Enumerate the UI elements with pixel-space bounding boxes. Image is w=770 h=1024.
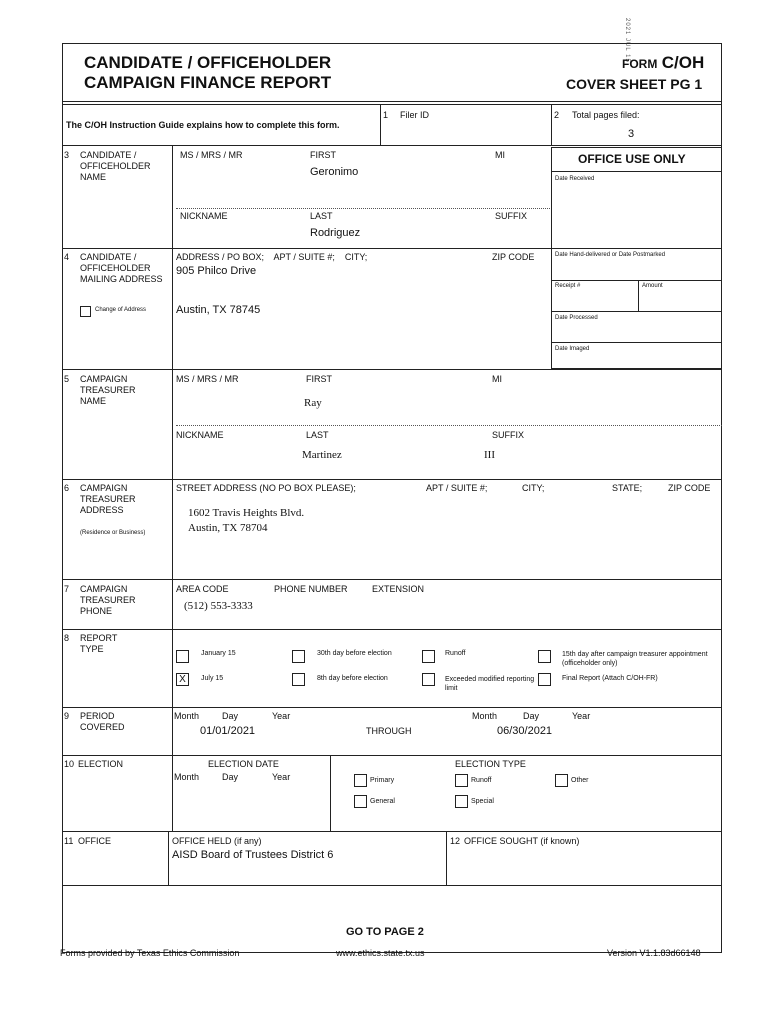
field-number-6: 6 [64, 483, 70, 493]
suffix-label: SUFFIX [495, 211, 528, 221]
january-15-checkbox[interactable] [176, 650, 189, 663]
july-15-label: July 15 [201, 675, 224, 682]
area-code-label: AREA CODE [176, 584, 229, 594]
form-title-line2: CAMPAIGN FINANCE REPORT [84, 73, 332, 92]
field-number-7: 7 [64, 584, 70, 594]
cover-sheet-label: COVER SHEET PG 1 [566, 76, 703, 92]
exceeded-limit-label: Exceeded modified reporting limit [445, 676, 535, 692]
total-pages-label: Total pages filed: [572, 110, 640, 120]
field-number-3: 3 [64, 150, 70, 160]
field-number-8: 8 [64, 633, 70, 643]
treasurer-first-label: FIRST [306, 374, 332, 384]
field-number-1: 1 [383, 110, 389, 120]
election-type-label: ELECTION TYPE [455, 759, 526, 769]
prefix-label: MS / MRS / MR [180, 150, 243, 160]
treasurer-name-label: CAMPAIGN TREASURER NAME [80, 374, 136, 406]
30th-day-checkbox[interactable] [292, 650, 305, 663]
exceeded-limit-checkbox[interactable] [422, 673, 435, 686]
treasurer-suffix: III [484, 449, 495, 461]
treasurer-last-label: LAST [306, 430, 329, 440]
form-label: FORM [622, 57, 658, 71]
report-type-label: REPORT TYPE [80, 633, 118, 654]
election-runoff-label: Runoff [471, 777, 492, 784]
final-report-label: Final Report (Attach C/OH-FR) [562, 675, 658, 682]
last-name-label: LAST [310, 211, 333, 221]
date-hand-delivered-label: Date Hand-delivered or Date Postmarked [555, 252, 666, 258]
office-held-label: OFFICE HELD (if any) [172, 836, 262, 846]
footer-provided-by: Forms provided by Texas Ethics Commission [60, 948, 240, 958]
candidate-last-name: Rodriguez [310, 227, 361, 239]
treasurer-address-line1: 1602 Travis Heights Blvd. [188, 507, 305, 519]
special-checkbox[interactable] [455, 795, 468, 808]
8th-day-checkbox[interactable] [292, 673, 305, 686]
form-code [622, 53, 704, 73]
date-received-label: Date Received [555, 176, 595, 182]
form-code-value: C/OH [661, 53, 705, 72]
date-processed-label: Date Processed [555, 315, 598, 321]
treasurer-phone-value: (512) 553-3333 [184, 600, 253, 612]
period-to-day-label: Day [523, 711, 540, 721]
form-title-line1: CANDIDATE / OFFICEHOLDER [84, 53, 332, 72]
treasurer-phone-label: CAMPAIGN TREASURER PHONE [80, 584, 136, 616]
general-checkbox[interactable] [354, 795, 367, 808]
candidate-address-line1: 905 Philco Drive [176, 265, 257, 277]
address-header: ADDRESS / PO BOX; APT / SUITE #; CITY; [176, 252, 368, 262]
15th-day-label: 15th day after campaign treasurer appointment (officeholder only) [562, 651, 708, 667]
period-from-day-label: Day [222, 711, 239, 721]
residence-business-label: (Residence or Business) [80, 530, 146, 536]
field-number-10: 10 [64, 759, 75, 769]
field-number-9: 9 [64, 711, 70, 721]
runoff-report-label: Runoff [445, 650, 466, 657]
field-number-2: 2 [554, 110, 560, 120]
period-to-year-label: Year [572, 711, 591, 721]
8th-day-label: 8th day before election [317, 675, 388, 682]
field-number-4: 4 [64, 252, 70, 262]
final-report-checkbox[interactable] [538, 673, 551, 686]
apt-suite-label: APT / SUITE #; [426, 483, 488, 493]
nickname-label: NICKNAME [180, 211, 228, 221]
candidate-name-label: CANDIDATE / OFFICEHOLDER NAME [80, 150, 151, 182]
july-15-checkbox[interactable] [176, 673, 189, 686]
office-sought-label: OFFICE SOUGHT (if known) [464, 836, 580, 846]
first-name-label: FIRST [310, 150, 336, 160]
treasurer-address-label: CAMPAIGN TREASURER ADDRESS [80, 483, 136, 515]
total-pages-value: 3 [628, 128, 635, 140]
extension-label: EXTENSION [372, 584, 425, 594]
through-label: THROUGH [366, 726, 412, 736]
runoff-report-checkbox[interactable] [422, 650, 435, 663]
footer-version: Version V1.1.83d66148 [607, 948, 701, 958]
period-from-date: 01/01/2021 [200, 725, 256, 737]
treasurer-suffix-label: SUFFIX [492, 430, 525, 440]
treasurer-address-line2: Austin, TX 78704 [188, 522, 268, 534]
field-number-12: 12 [450, 836, 461, 846]
change-of-address-checkbox[interactable] [80, 306, 91, 317]
election-day-label: Day [222, 772, 239, 782]
other-label: Other [571, 777, 589, 784]
period-to-month-label: Month [472, 711, 498, 721]
footer-website: www.ethics.state.tx.us [336, 948, 425, 958]
city-label: CITY; [522, 483, 545, 493]
period-to-date: 06/30/2021 [497, 725, 553, 737]
filer-id-label: Filer ID [400, 110, 429, 120]
date-imaged-label: Date Imaged [555, 346, 590, 352]
primary-checkbox[interactable] [354, 774, 367, 787]
election-month-label: Month [174, 772, 200, 782]
middle-initial-label: MI [495, 150, 505, 160]
street-address-label: STREET ADDRESS (NO PO BOX PLEASE); [176, 483, 356, 493]
zip-code-label: ZIP CODE [492, 252, 535, 262]
period-from-year-label: Year [272, 711, 291, 721]
receipt-label: Receipt # [555, 283, 581, 289]
phone-number-label: PHONE NUMBER [274, 584, 348, 594]
treasurer-last-name: Martinez [302, 449, 342, 461]
go-to-page-2: GO TO PAGE 2 [346, 926, 424, 938]
other-checkbox[interactable] [555, 774, 568, 787]
office-use-title: OFFICE USE ONLY [578, 152, 686, 166]
stamp-text: 2021 JUL 15 [624, 18, 630, 63]
election-label: ELECTION [78, 759, 124, 769]
treasurer-mi-label: MI [492, 374, 502, 384]
election-year-label: Year [272, 772, 291, 782]
period-covered-label: PERIOD COVERED [80, 711, 125, 732]
field-number-5: 5 [64, 374, 70, 384]
field-number-11: 11 [64, 836, 74, 846]
treasurer-nickname-label: NICKNAME [176, 430, 224, 440]
change-of-address-label: Change of Address [95, 307, 147, 313]
treasurer-zip-label: ZIP CODE [668, 483, 711, 493]
january-15-label: January 15 [201, 650, 236, 657]
office-held-value: AISD Board of Trustees District 6 [172, 849, 334, 861]
candidate-address-line2: Austin, TX 78745 [176, 304, 261, 316]
primary-label: Primary [370, 777, 395, 784]
election-runoff-checkbox[interactable] [455, 774, 468, 787]
july-15-check-mark: X [179, 674, 186, 685]
general-label: General [370, 798, 395, 805]
candidate-first-name: Geronimo [310, 166, 359, 178]
state-label: STATE; [612, 483, 643, 493]
treasurer-first-name: Ray [304, 397, 322, 409]
30th-day-label: 30th day before election [317, 650, 392, 657]
office-label: OFFICE [78, 836, 111, 846]
instruction-note: The C/OH Instruction Guide explains how to complete this form. [66, 120, 340, 130]
period-from-month-label: Month [174, 711, 200, 721]
special-label: Special [471, 798, 494, 805]
15th-day-checkbox[interactable] [538, 650, 551, 663]
election-date-label: ELECTION DATE [208, 759, 279, 769]
candidate-address-label: CANDIDATE / OFFICEHOLDER MAILING ADDRESS [80, 252, 163, 284]
amount-label: Amount [642, 283, 663, 289]
treasurer-prefix-label: MS / MRS / MR [176, 374, 239, 384]
